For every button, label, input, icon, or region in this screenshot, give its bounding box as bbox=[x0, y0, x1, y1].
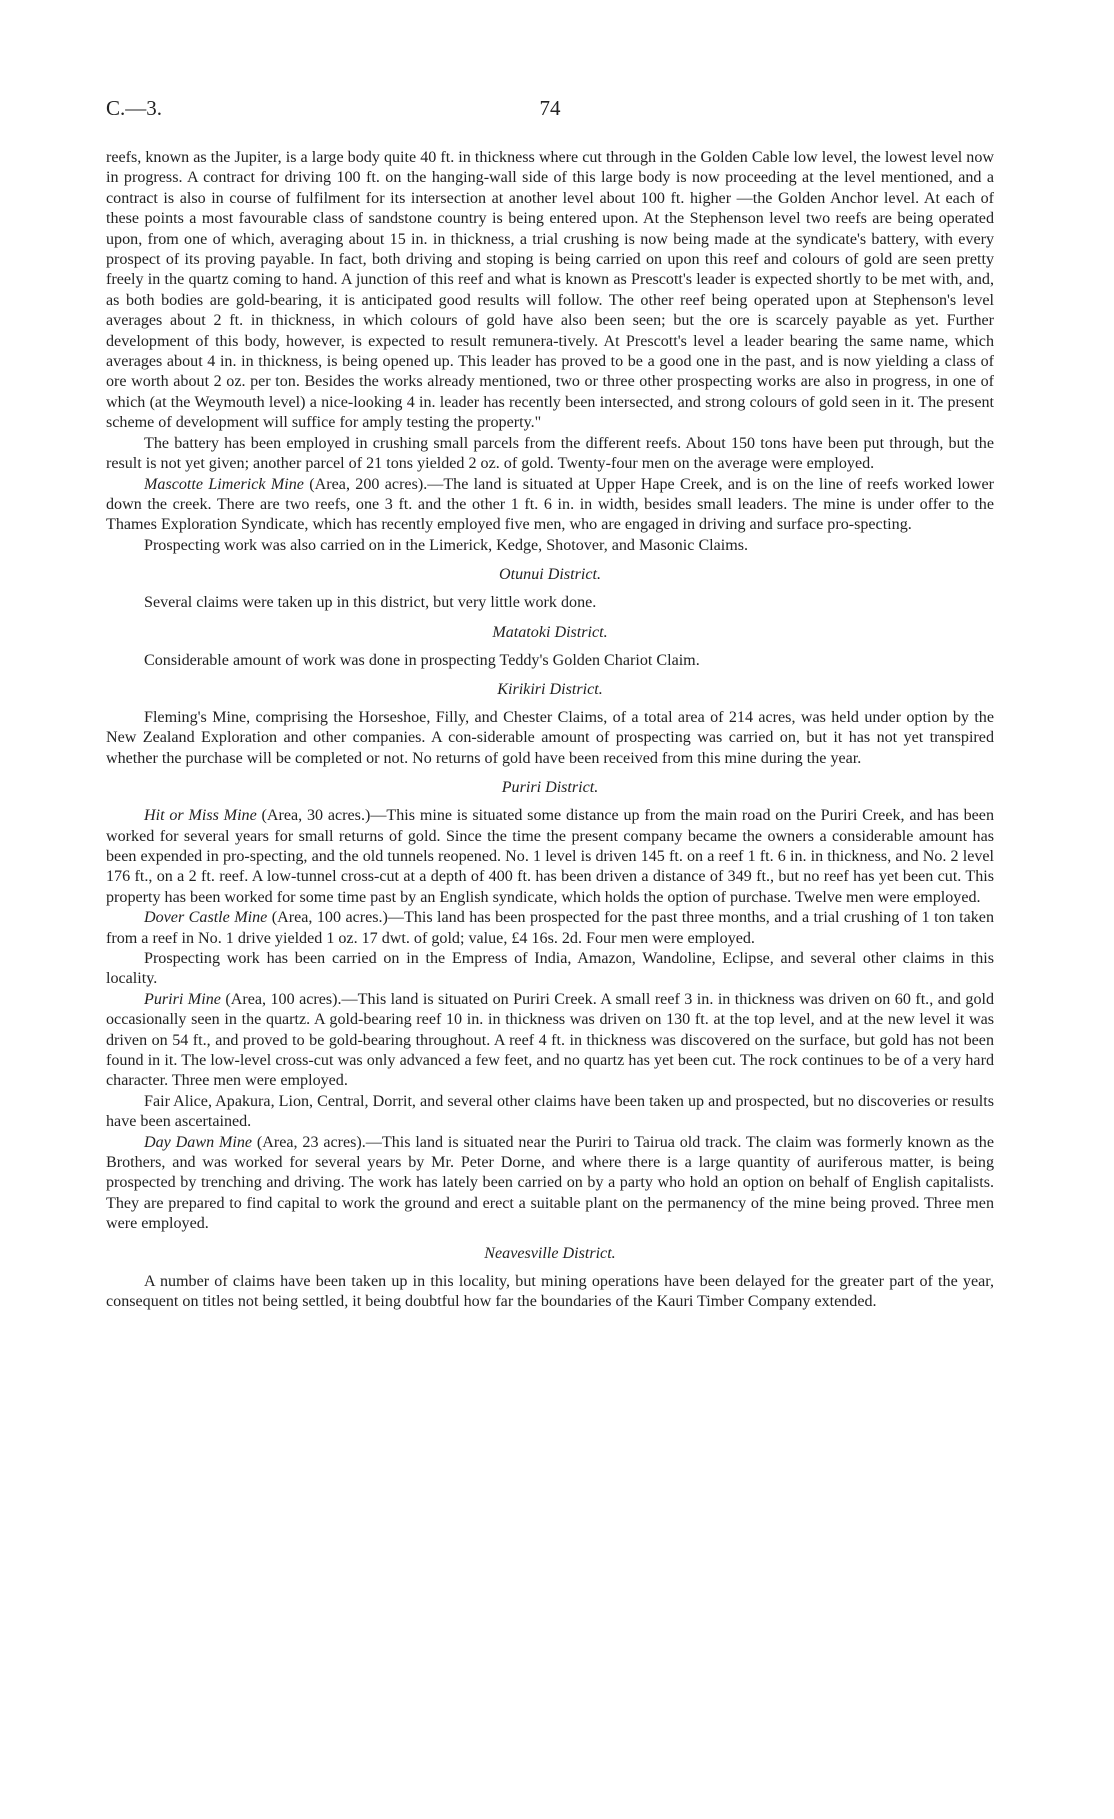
paragraph-hit-or-miss bbox=[106, 806, 994, 908]
page-body bbox=[106, 148, 994, 1313]
paragraph-text: (Area, 100 acres.)—This land has been prospected for the past three months, and a trial crushing of 1 ton taken from a reef in No. 1 drive yielded 1 oz. 17 dwt. of gold; value, £4 16s. 2d. Four men were employed. bbox=[106, 909, 994, 947]
paragraph-text: (Area, 30 acres.)—This mine is situated some distance up from the main road on the Puriri Creek, and has been worked for several years for small returns of gold. Since the time the present company became the owners a considerable amount has been expended in pro-specting, and the old tunnels reopened. No. 1 level is driven 145 ft. on a reef 1 ft. 6 in. in thickness, and No. 2 level 176 ft., on a 2 ft. reef. A low-tunnel cross-cut at a depth of 400 ft. has been driven a distance of 349 ft., but no reef has yet been cut. This property has been worked for some time past by an English syndicate, which holds the option of purchase. Twelve men were employed. bbox=[106, 807, 995, 906]
page-number: 74 bbox=[539, 96, 561, 120]
page-header bbox=[106, 96, 994, 126]
paragraph-kirikiri: Fleming's Mine, comprising the Horseshoe, Filly, and Chester Claims, of a total area of 214 acres, was held under option by the New Zealand Exploration and other companies. A con-siderable amount of prospecting was carried on, but it has not yet transpired whether the purchase will be completed or not. No returns of gold have been received from this mine during the year. bbox=[106, 708, 994, 767]
paragraph-mascotte-limerick bbox=[106, 475, 994, 536]
paragraph-day-dawn bbox=[106, 1133, 994, 1235]
mine-name: Puriri Mine bbox=[144, 990, 221, 1008]
section-heading-kirikiri: Kirikiri District. bbox=[497, 680, 603, 698]
mine-name: Mascotte Limerick Mine bbox=[144, 475, 304, 493]
paragraph-fair-alice: Fair Alice, Apakura, Lion, Central, Dorrit, and several other claims have been taken up and prospected, but no discoveries or results have been ascertained. bbox=[106, 1092, 994, 1131]
section-heading-otunui: Otunui District. bbox=[499, 566, 601, 584]
paragraph-text: (Area, 23 acres).—This land is situated near the Puriri to Tairua old track. The claim was formerly known as the Brothers, and was worked for several years by Mr. Peter Dorne, and where there is a large quantity of auriferous matter, is being prospected by trenching and driving. The work has lately been carried on by a party who hold an option on behalf of English capitalists. They are prepared to find capital to work the ground and erect a suitable plant on the permanency of the mine being proved. Three men were employed. bbox=[106, 1133, 994, 1233]
mine-name: Hit or Miss Mine bbox=[144, 807, 257, 825]
paragraph-puriri-mine bbox=[106, 990, 994, 1092]
paragraph-text: (Area, 200 acres).—The land is situated at Upper Hape Creek, and is on the line of reefs worked lower down the creek. There are two reefs, one 3 ft. and the other 1 ft. 6 in. in width, besides small leaders. The mine is under offer to the Thames Exploration Syndicate, which has recently employed five men, who are engaged in driving and surface pro-specting. bbox=[106, 475, 995, 534]
section-heading-matatoki: Matatoki District. bbox=[492, 623, 608, 641]
section-heading-neavesville: Neavesville District. bbox=[484, 1244, 616, 1262]
paragraph-battery: The battery has been employed in crushing small parcels from the different reefs. About 150 tons have been put through, but the result is not yet given; another parcel of 21 tons yielded 2 oz. of gold. Twenty-four men on the average were employed. bbox=[106, 434, 994, 473]
paragraph-otunui: Several claims were taken up in this district, but very little work done. bbox=[144, 594, 597, 612]
paragraph-matatoki: Considerable amount of work was done in prospecting Teddy's Golden Chariot Claim. bbox=[144, 651, 700, 669]
paragraph-prospecting-empress: Prospecting work has been carried on in the Empress of India, Amazon, Wandoline, Eclipse, and several other claims in this locality. bbox=[106, 950, 994, 988]
paragraph-neavesville: A number of claims have been taken up in this locality, but mining operations have been delayed for the greater part of the year, consequent on titles not being settled, it being doubtful how far the boundaries of the Kauri Timber Company extended. bbox=[106, 1272, 994, 1311]
paragraph-text: (Area, 100 acres).—This land is situated on Puriri Creek. A small reef 3 in. in thickness was driven on 60 ft., and gold occasionally seen in the quartz. A gold-bearing reef 10 in. in thickness was driven on 130 ft. at the top level, and at the new level it was driven on 54 ft., and proved to be gold-bearing throughout. A reef 4 ft. in thickness was discovered on the surface, but gold has not been found in it. The low-level cross-cut was only advanced a few feet, and no quartz has yet been cut. The rock continues to be of a very hard character. Three men were employed. bbox=[106, 990, 995, 1090]
document-reference: C.—3. bbox=[106, 96, 163, 120]
mine-name: Dover Castle Mine bbox=[144, 909, 268, 927]
mine-name: Day Dawn Mine bbox=[144, 1133, 253, 1151]
paragraph-prospecting-limerick: Prospecting work was also carried on in the Limerick, Kedge, Shotover, and Masonic Claims. bbox=[144, 536, 749, 554]
section-heading-puriri: Puriri District. bbox=[501, 779, 599, 797]
paragraph-dover-castle bbox=[106, 908, 994, 949]
paragraph-continued: reefs, known as the Jupiter, is a large body quite 40 ft. in thickness where cut through in the Golden Cable low level, the lowest level now in progress. A contract for driving 100 ft. on the hanging-wall side of this large body is now proceeding at the level mentioned, and a contract is also in course of fulfilment for its intersection at another level about 100 ft. higher —the Golden Anchor level. At each of these points a most favourable class of sandstone country is being entered upon. At the Stephenson level two reefs are being operated upon, from one of which, averaging about 15 in. in thickness, a trial crushing is now being made at the syndicate's battery, with every prospect of its proving payable. In fact, both driving and stoping is being carried on upon this reef and colours of gold are seen pretty freely in the quartz coming to hand. A junction of this reef and what is known as Prescott's leader is expected shortly to be met with, and, as both bodies are gold-bearing, it is anticipated good results will follow. The other reef being operated upon at Stephenson's level averages about 2 ft. in thickness, in which colours of gold have also been seen; but the ore is scarcely payable as yet. Further development of this body, however, is expected to result remunera-tively. At Prescott's level a leader bearing the same name, which averages about 4 in. in thickness, is being opened up. This leader has proved to be a good one in the past, and is now yielding a class of ore worth about 2 oz. per ton. Besides the works already mentioned, two or three other prospecting works are also in progress, in one of which (at the Weymouth level) a nice-looking 4 in. leader has recently been intersected, and strong colours of gold seen in it. The present scheme of development will suffice for amply testing the property." bbox=[106, 149, 994, 432]
